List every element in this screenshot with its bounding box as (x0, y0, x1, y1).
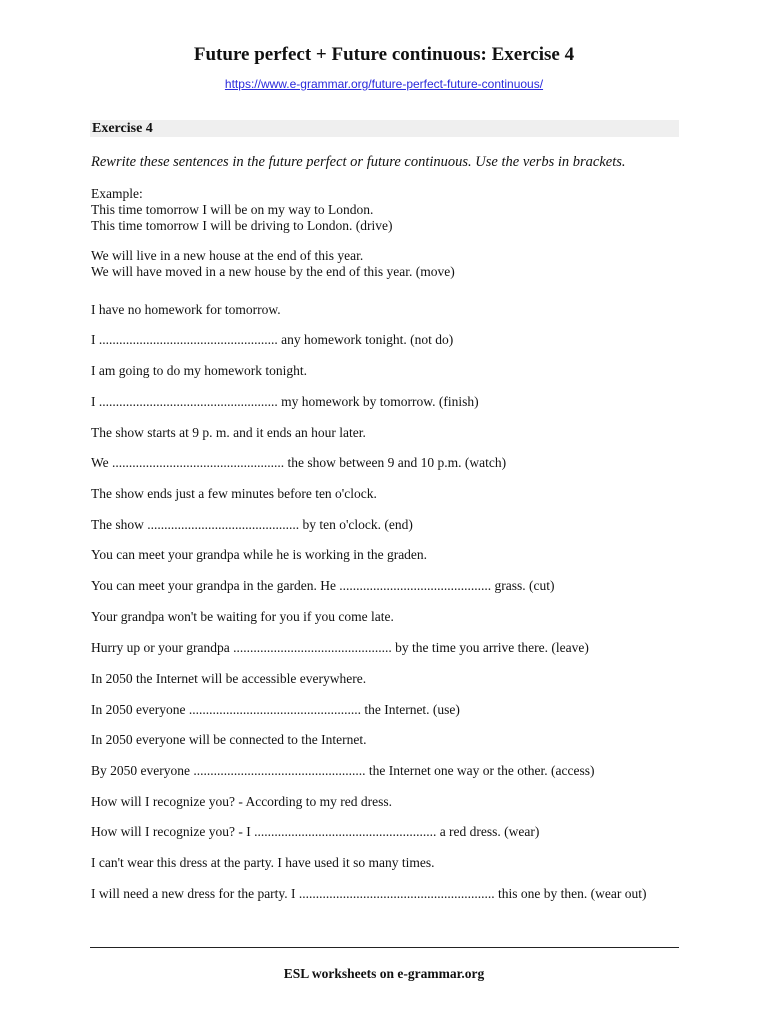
footer-divider (90, 947, 679, 948)
instruction-text: Rewrite these sentences in the future perfect or future continuous. Use the verbs in brackets. (91, 154, 626, 170)
exercise-line: How will I recognize you? - I ...................................................... a red dress. (wear) (91, 824, 540, 839)
footer-text: ESL worksheets on e-grammar.org (283, 966, 485, 981)
exercise-line: In 2050 the Internet will be accessible everywhere. (91, 671, 367, 686)
page-title: Future perfect + Future continuous: Exercise 4 (193, 44, 575, 65)
exercise-line: I can't wear this dress at the party. I have used it so many times. (91, 855, 435, 870)
exercise-line: I ..................................................... my homework by tomorrow. (finish) (91, 394, 479, 409)
exercise-line: In 2050 everyone ................................................... the Internet. (use) (91, 702, 460, 717)
example-block-2 (91, 248, 455, 280)
example-block (91, 186, 392, 234)
example-line: We will have moved in a new house by the end of this year. (move) (91, 264, 455, 279)
exercise-line: By 2050 everyone ................................................... the Internet one way or the other. (access) (91, 763, 595, 778)
exercise-line: The show starts at 9 p. m. and it ends an hour later. (91, 425, 366, 440)
exercise-line: I will need a new dress for the party. I .......................................................... this one by then. (wear out) (91, 886, 647, 901)
exercise-line: How will I recognize you? - According to my red dress. (91, 794, 393, 809)
example-line: We will live in a new house at the end of this year. (91, 248, 364, 263)
example-line: This time tomorrow I will be driving to London. (drive) (91, 218, 393, 233)
exercise-line: Your grandpa won't be waiting for you if you come late. (91, 609, 394, 624)
source-link[interactable]: https://www.e-grammar.org/future-perfect-future-continuous/ (224, 77, 544, 91)
exercise-line: I have no homework for tomorrow. (91, 302, 281, 317)
exercise-line: The show ............................................. by ten o'clock. (end) (91, 517, 413, 532)
section-label: Exercise 4 (92, 121, 153, 136)
exercise-line: You can meet your grandpa while he is working in the graden. (91, 547, 428, 562)
exercise-line: I am going to do my homework tonight. (91, 363, 307, 378)
exercise-line: In 2050 everyone will be connected to the Internet. (91, 732, 367, 747)
exercise-line: You can meet your grandpa in the garden. He ............................................. grass. (cut) (91, 578, 555, 593)
exercise-line: I ..................................................... any homework tonight. (not do) (91, 332, 454, 347)
exercise-line: The show ends just a few minutes before ten o'clock. (91, 486, 377, 501)
exercise-line: We ................................................... the show between 9 and 10 p.m. (watch) (91, 455, 507, 470)
exercise-line: Hurry up or your grandpa ............................................... by the time you arrive there. (leave) (91, 640, 589, 655)
section-header-bar (90, 120, 679, 137)
example-line: This time tomorrow I will be on my way to London. (91, 202, 374, 217)
example-heading: Example: (91, 186, 143, 201)
